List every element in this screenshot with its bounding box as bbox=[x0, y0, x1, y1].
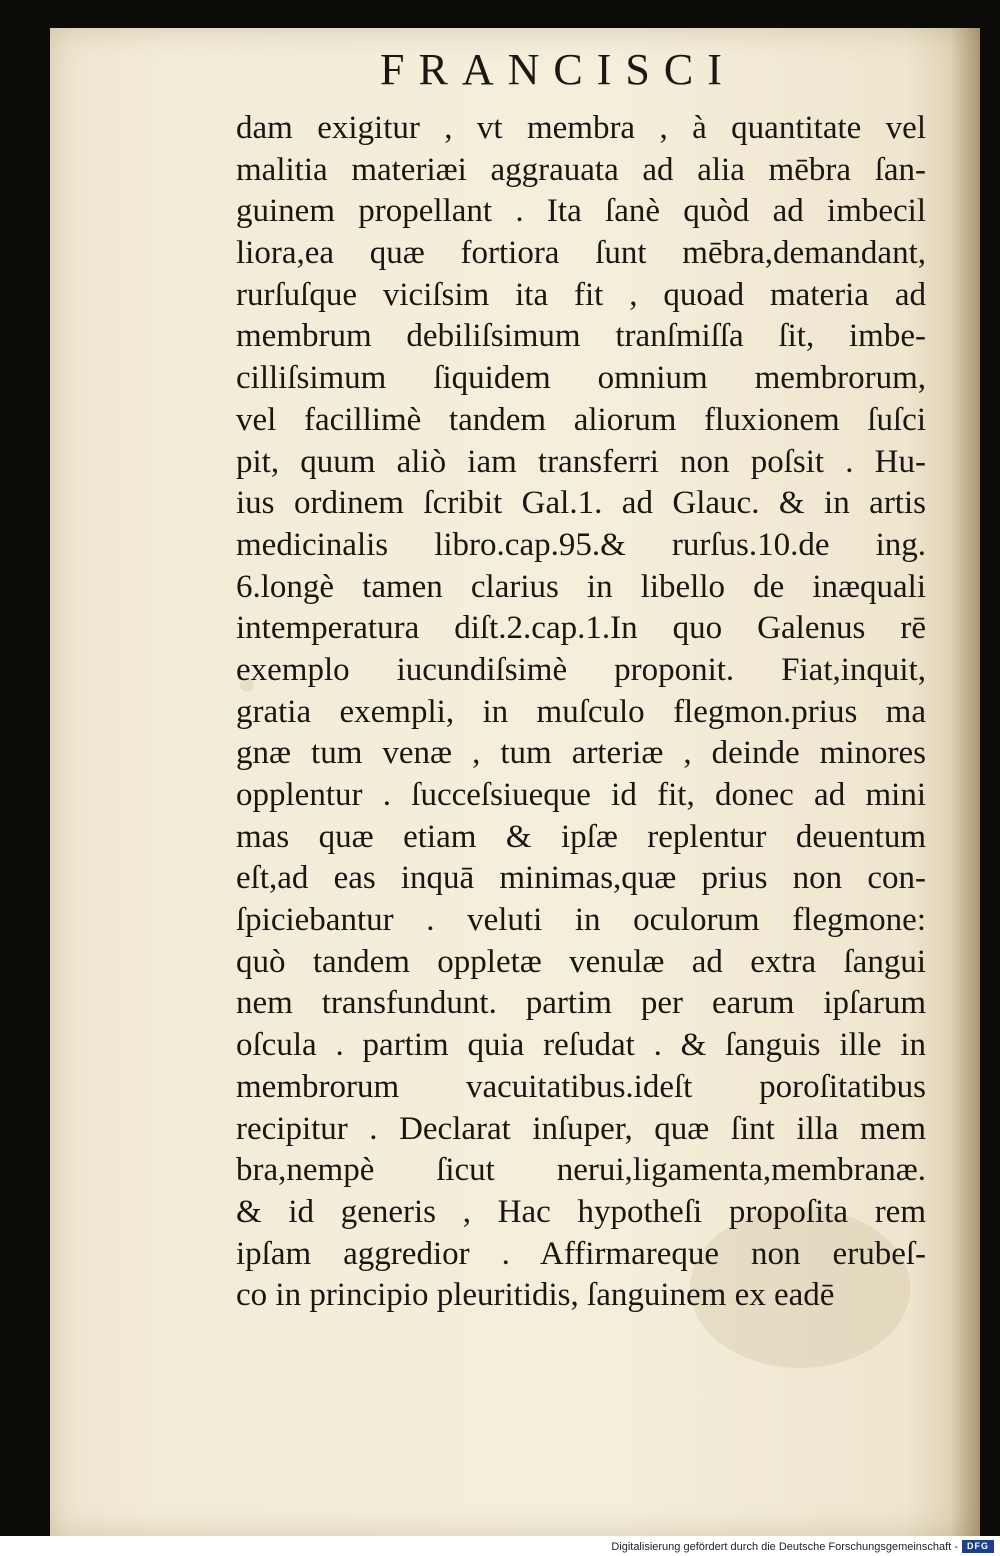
footer-bar bbox=[0, 1536, 1000, 1556]
funding-credit: Digitalisierung gefördert durch die Deutsche Forschungsgemeinschaft - bbox=[611, 1541, 958, 1553]
text-line: vel facillimè tandem aliorum fluxionem ſuſci bbox=[236, 401, 926, 438]
text-line: membrorum vacuitatibus.ideſt poroſitatibus bbox=[236, 1068, 926, 1105]
text-line: nem transfundunt. partim per earum ipſarum bbox=[236, 985, 926, 1022]
text-line: ius ordinem ſcribit Gal.1. ad Glauc. & in artis bbox=[236, 485, 926, 522]
text-line: dam exigitur , vt membra , à quantitate vel bbox=[236, 110, 926, 146]
text-line: ipſam aggredior . Affirmareque non erubeſ- bbox=[236, 1235, 926, 1272]
text-line: bra,nempè ſicut nerui,ligamenta,membranæ. bbox=[236, 1152, 926, 1189]
text-line: ſpiciebantur . veluti in oculorum flegmone: bbox=[236, 902, 926, 939]
text-line: malitia materiæi aggrauata ad alia mēbra ſan- bbox=[236, 151, 926, 188]
text-line: co in principio pleuritidis, ſanguinem ex eadē bbox=[236, 1277, 835, 1314]
dfg-logo-icon: DFG bbox=[962, 1540, 994, 1553]
text-line: gratia exempli, in muſculo flegmon.prius ma bbox=[236, 693, 926, 730]
text-line: gnæ tum venæ , tum arteriæ , deinde minores bbox=[236, 735, 926, 772]
body-text bbox=[236, 108, 926, 1317]
text-line: intemperatura diſt.2.cap.1.In quo Galenus rē bbox=[236, 610, 926, 647]
text-line: rurſuſque viciſsim ita fit , quoad materia ad bbox=[236, 276, 926, 313]
text-line: recipitur . Declarat inſuper, quæ ſint illa mem bbox=[236, 1110, 926, 1147]
text-line: oſcula . partim quia reſudat . & ſanguis ille in bbox=[236, 1027, 926, 1064]
text-line: 6.longè tamen clarius in libello de inæquali bbox=[236, 568, 926, 605]
text-line: cilliſsimum ſiquidem omnium membrorum, bbox=[236, 360, 926, 397]
text-line: membrum debiliſsimum tranſmiſſa ſit, imbe- bbox=[236, 318, 926, 355]
text-line: & id generis , Hac hypotheſi propoſita rem bbox=[236, 1193, 926, 1230]
text-line: quò tandem oppletæ venulæ ad extra ſangui bbox=[236, 943, 926, 980]
text-line: guinem propellant . Ita ſanè quòd ad imbecil bbox=[236, 193, 926, 230]
text-line: exemplo iucundiſsimè proponit. Fiat,inquit, bbox=[236, 651, 926, 688]
page-edge-shadow bbox=[950, 28, 980, 1536]
text-line: eſt,ad eas inquā minimas,quæ prius non con- bbox=[236, 860, 926, 897]
text-line: liora,ea quæ fortiora ſunt mēbra,demandant, bbox=[236, 235, 926, 272]
running-head: FRANCISCI bbox=[380, 45, 736, 94]
text-line: pit, quum aliò iam transferri non poſsit . Hu- bbox=[236, 443, 926, 480]
text-line: mas quæ etiam & ipſæ replentur deuentum bbox=[236, 818, 926, 855]
text-line: medicinalis libro.cap.95.& rurſus.10.de ing. bbox=[236, 526, 926, 563]
text-line: opplentur . ſucceſsiueque id fit, donec ad mini bbox=[236, 777, 926, 813]
